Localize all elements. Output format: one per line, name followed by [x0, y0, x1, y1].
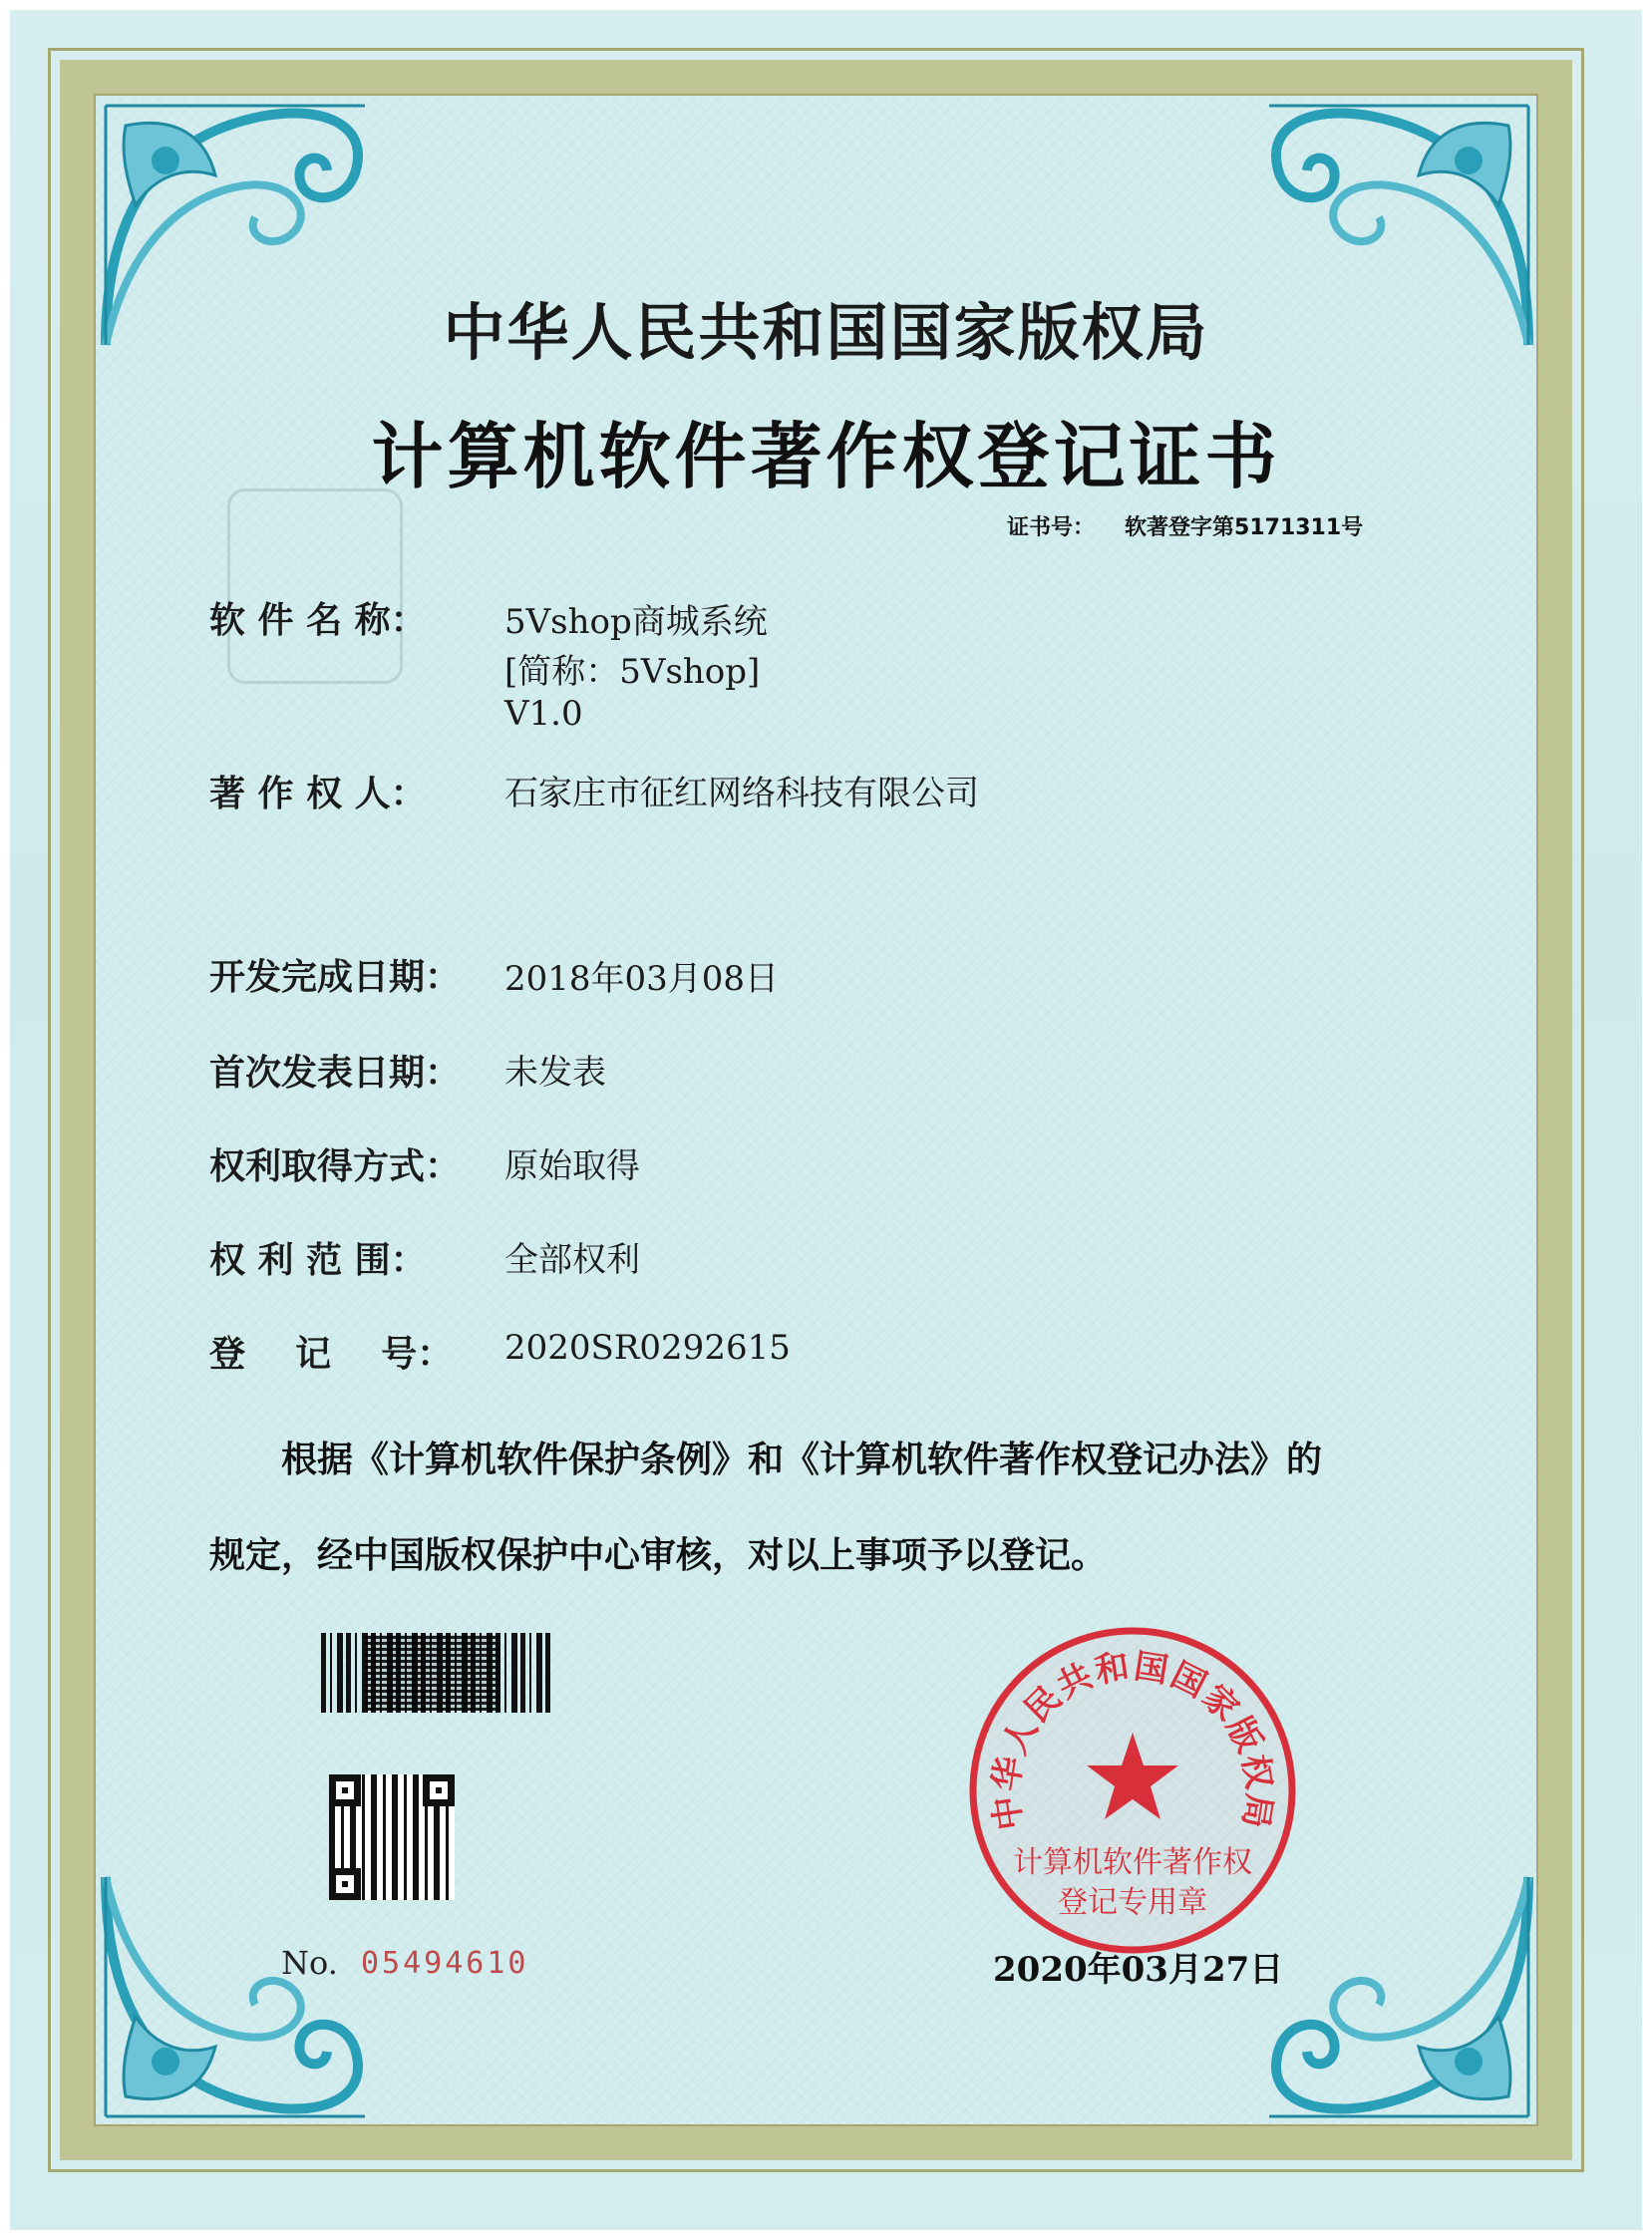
owner-label: 著 作 权 人：: [209, 774, 427, 814]
software-short-name: [简称：5Vshop]: [504, 652, 761, 692]
dev-date-label: 开发完成日期：: [209, 957, 462, 998]
pub-date-label: 首次发表日期：: [209, 1053, 462, 1094]
pub-date-value: 未发表: [504, 1053, 606, 1093]
acquire-method-label: 权利取得方式：: [209, 1146, 462, 1187]
rights-scope-label: 权 利 范 围：: [209, 1240, 427, 1281]
owner-value: 石家庄市征红网络科技有限公司: [504, 774, 979, 813]
acquire-method-value: 原始取得: [504, 1146, 640, 1186]
rights-scope-value: 全部权利: [504, 1240, 640, 1280]
certificate-number: [1007, 510, 1363, 541]
registration-number-label: 登 记 号：: [209, 1334, 454, 1375]
seal-ring-text: 中华人民共和国国家版权局: [985, 1646, 1280, 1833]
software-name-label: 软 件 名 称：: [209, 600, 427, 641]
issue-date: 2020年03月27日: [993, 1950, 1284, 1990]
watermark-emblem: [227, 488, 403, 684]
software-version: V1.0: [504, 694, 583, 734]
corner-ornament-bottom-left: [96, 1867, 375, 2126]
qr-code: [329, 1774, 455, 1900]
certificate-number-value: 软著登字第5171311号: [1125, 515, 1364, 540]
certificate-title: 计算机软件著作权登记证书: [371, 415, 1281, 498]
certificate-number-label: 证书号：: [1007, 515, 1096, 540]
software-name-value: 5Vshop商城系统: [504, 602, 768, 642]
seal-line-1: 计算机软件著作权: [1013, 1845, 1252, 1880]
official-seal: [965, 1623, 1300, 1958]
corner-ornament-bottom-right: [1259, 1867, 1538, 2126]
seal-line-2: 登记专用章: [1058, 1885, 1207, 1920]
barcode: [321, 1633, 552, 1713]
serial-number-value: 05494610: [361, 1946, 529, 1981]
issuer-title: 中华人民共和国国家版权局: [443, 296, 1209, 369]
statement-line-1: 根据《计算机软件保护条例》和《计算机软件著作权登记办法》的: [281, 1440, 1323, 1480]
registration-number-value: 2020SR0292615: [504, 1328, 791, 1368]
serial-number-label: No.: [281, 1944, 338, 1982]
dev-date-value: 2018年03月08日: [504, 959, 780, 999]
statement-line-2: 规定，经中国版权保护中心审核，对以上事项予以登记。: [209, 1535, 1108, 1576]
